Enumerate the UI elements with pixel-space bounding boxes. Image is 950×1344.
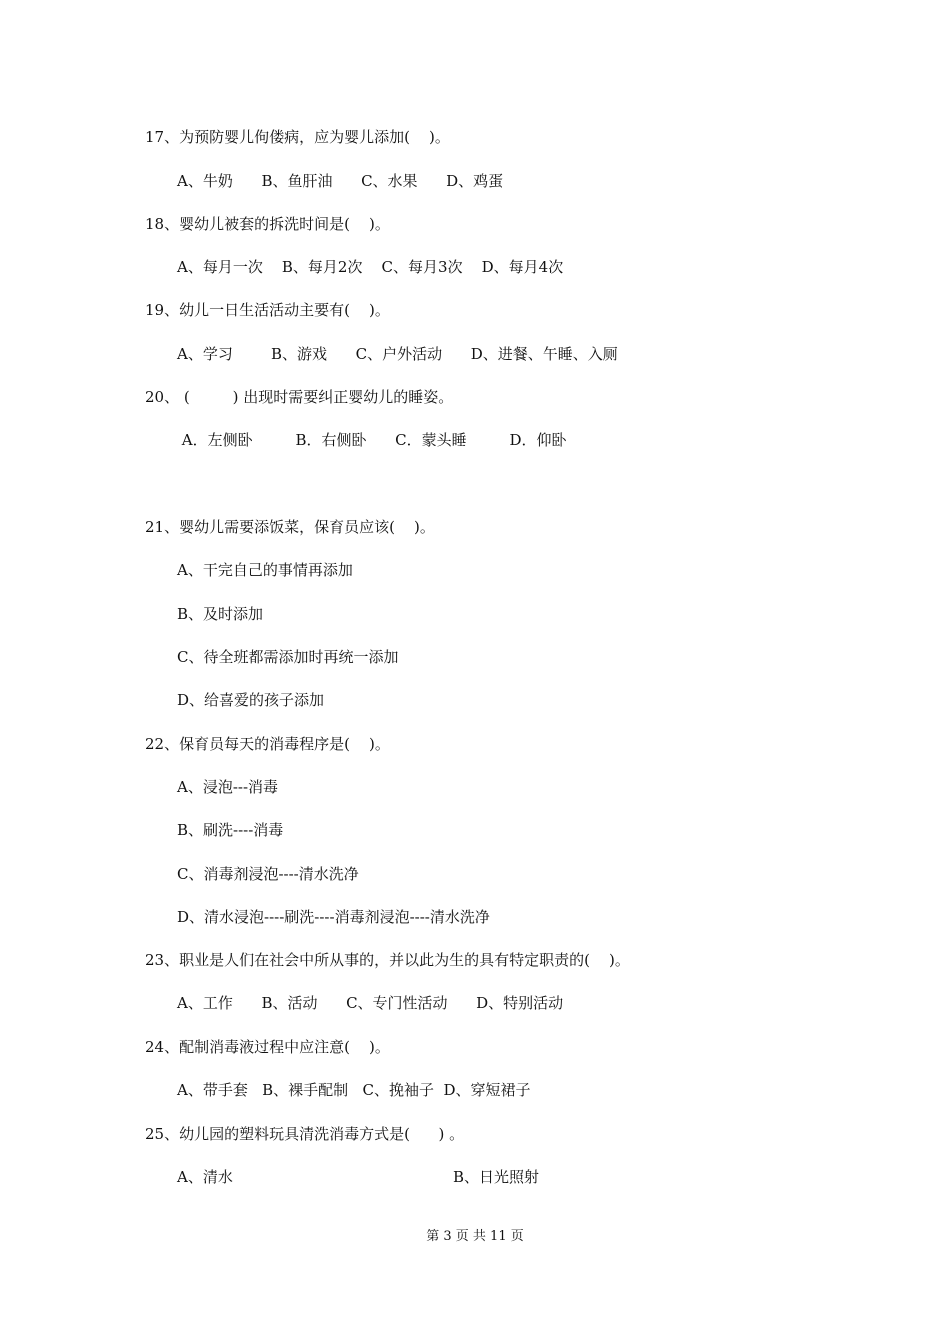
question-25-option-a: A、清水 <box>177 1168 233 1186</box>
question-21-option-b: B、及时添加 <box>177 605 264 623</box>
question-21-option-c: C、待全班都需添加时再统一添加 <box>177 648 399 666</box>
question-22-option-d: D、清水浸泡----刷洗----消毒剂浸泡----清水洗净 <box>177 908 490 926</box>
question-19: 19、幼儿一日生活活动主要有( )。 <box>145 301 390 319</box>
question-24-options: A、带手套 B、裸手配制 C、挽袖子 D、穿短裙子 <box>177 1081 531 1099</box>
question-18: 18、婴幼儿被套的拆洗时间是( )。 <box>145 215 390 233</box>
question-22: 22、保育员每天的消毒程序是( )。 <box>145 735 390 753</box>
question-21-option-d: D、给喜爱的孩子添加 <box>177 691 325 709</box>
question-17-options: A、牛奶 B、鱼肝油 C、水果 D、鸡蛋 <box>177 172 504 190</box>
question-18-options: A、每月一次 B、每月2次 C、每月3次 D、每月4次 <box>177 258 564 276</box>
question-20-options: A．左侧卧 B．右侧卧 C．蒙头睡 D．仰卧 <box>177 431 567 449</box>
page-footer: 第 3 页 共 11 页 <box>426 1229 524 1244</box>
question-24: 24、配制消毒液过程中应注意( )。 <box>145 1038 390 1056</box>
question-25: 25、幼儿园的塑料玩具清洗消毒方式是( ) 。 <box>145 1125 465 1143</box>
question-22-option-c: C、消毒剂浸泡----清水洗净 <box>177 865 359 883</box>
question-22-option-a: A、浸泡---消毒 <box>177 778 279 796</box>
question-22-option-b: B、刷洗----消毒 <box>177 821 284 839</box>
question-23-options: A、工作 B、活动 C、专门性活动 D、特别活动 <box>177 994 564 1012</box>
question-20: 20、 ( ) 出现时需要纠正婴幼儿的睡姿。 <box>145 388 454 406</box>
question-21-option-a: A、干完自己的事情再添加 <box>177 561 353 579</box>
question-21: 21、婴幼儿需要添饭菜，保育员应该( )。 <box>145 518 435 536</box>
question-19-options: A、学习 B、游戏 C、户外活动 D、进餐、午睡、入厕 <box>177 345 618 363</box>
question-25-option-b: B、日光照射 <box>453 1168 540 1186</box>
question-17: 17、为预防婴儿佝偻病，应为婴儿添加( )。 <box>145 128 450 146</box>
question-23: 23、职业是人们在社会中所从事的，并以此为生的具有特定职责的( )。 <box>145 951 630 969</box>
